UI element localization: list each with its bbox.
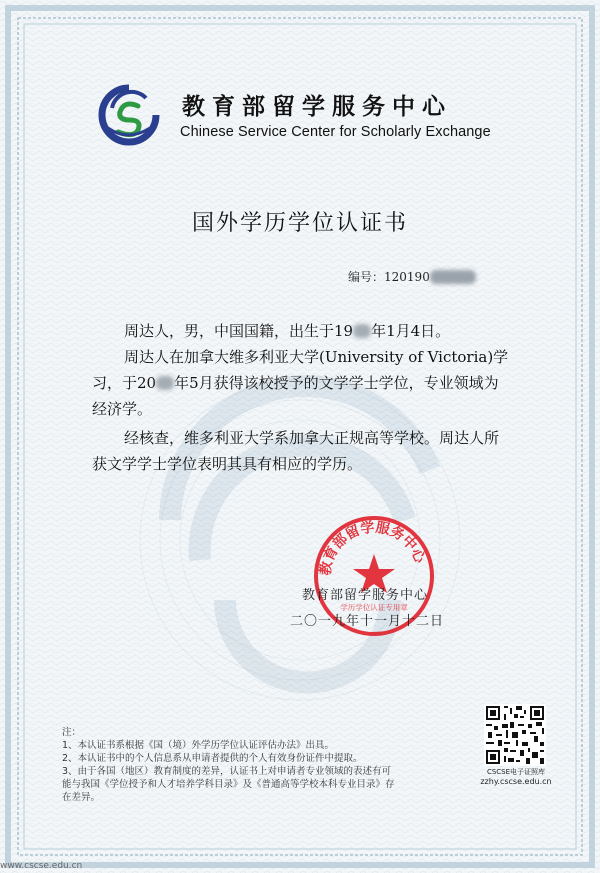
seal-sub-text: 学历学位认证专用章 (340, 603, 408, 612)
notes-heading: 注： (62, 727, 82, 738)
paragraph2-part-a: 周达人在加拿大维多利亚大学(University of Victoria)学习，于20 (92, 348, 509, 392)
paragraph-study (92, 344, 512, 422)
note-item: 在差异。 (62, 792, 101, 803)
paragraph-verification: 经核查，维多利亚大学系加拿大正规高等学校。周达人所获文学学士学位表明其具有相应的学历。 (92, 429, 500, 473)
qr-code-icon[interactable] (484, 704, 546, 766)
note-item: 能与我国《学位授予和人才培养学科目录》及《普通高等学校本科专业目录》存 (62, 779, 395, 790)
serial-value: 120190 (384, 270, 430, 284)
note-item: 1、本认证书系根据《国（境）外学历学位认证评估办法》出具。 (62, 740, 335, 751)
paragraph1-part-b: 年1月4日。 (371, 322, 451, 340)
org-name-cn: 教育部留学服务中心 (182, 93, 452, 120)
qr-label: CSCSE电子证照库 (486, 768, 546, 776)
paragraph1-part-a: 周达人，男，中国国籍，出生于19 (124, 322, 354, 340)
footer-url[interactable]: www.cscse.edu.cn (0, 861, 83, 871)
serial-label: 编号： (348, 270, 385, 284)
paragraph-birth (92, 318, 512, 344)
certificate-title: 国外学历学位认证书 (191, 211, 408, 236)
seal-arc-text: 教育部留学服务中心 (317, 519, 428, 577)
cscse-logo-icon (98, 84, 160, 146)
notes-section (62, 726, 462, 804)
qr-url[interactable]: zzhy.cscse.edu.cn (480, 777, 552, 786)
redaction-mask (430, 270, 476, 284)
org-name-en: Chinese Service Center for Scholarly Exchange (180, 124, 491, 140)
note-item: 3、由于各国（地区）教育制度的差异，认证书上对申请者专业领域的表述有可 (62, 766, 392, 777)
issuer-name: 教育部留学服务中心 (302, 588, 429, 603)
issue-date: 二〇一九年十一月十二日 (290, 614, 445, 629)
redaction-mask (353, 324, 371, 338)
serial-number (348, 268, 476, 285)
paragraph2-part-b: 年5月获得该校授予的文学学士学位，专业领域为经济学。 (92, 374, 499, 418)
redaction-mask (156, 376, 174, 390)
note-item: 2、本认证书中的个人信息系从申请者提供的个人有效身份证件中提取。 (62, 753, 363, 764)
